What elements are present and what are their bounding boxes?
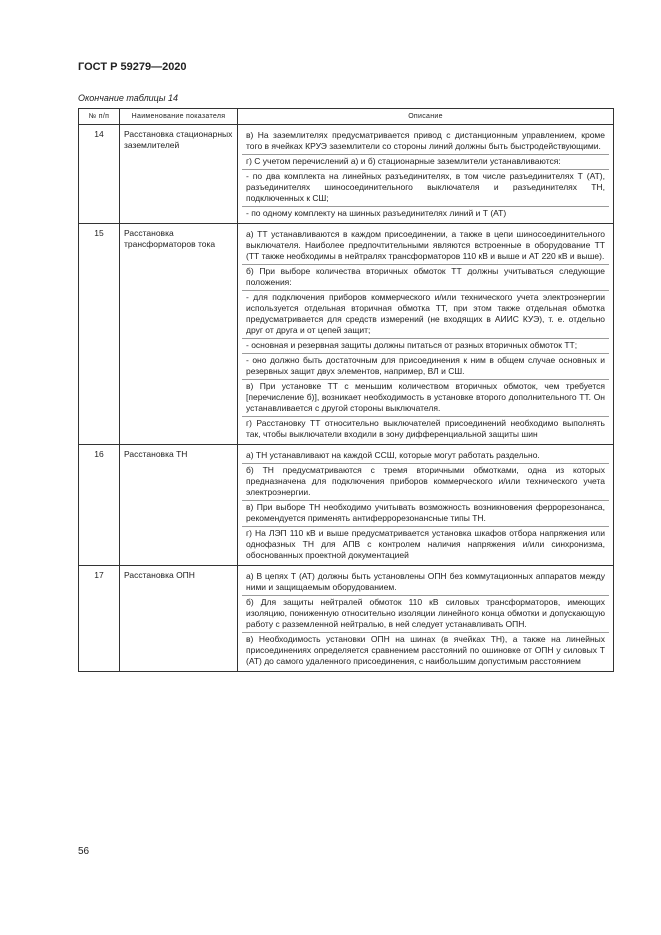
column-header-indicator-name: Наименование показателя (120, 109, 238, 125)
description-paragraph: в) На заземлителях предусматривается привод с дистанционным управлением, кроме того в ячейках КРУЭ заземлители со стороны линий должны быть быстродействующими. (242, 129, 609, 155)
table-header-row (79, 109, 614, 125)
indicator-name: Расстановка трансформаторов тока (120, 224, 238, 445)
table-row (79, 445, 614, 566)
description-paragraph: в) При установке ТТ с меньшим количеством вторичных обмоток, чем требуется [перечисление б)], возникает необходимость в установке второго дополнительного ТТ. Он устанавливается с другой стороны выключателя. (242, 380, 609, 417)
table-row (79, 566, 614, 672)
description-paragraph: б) ТН предусматриваются с тремя вторичными обмотками, одна из которых предназначена для подключения приборов коммерческого и/или технического учета электроэнергии. (242, 464, 609, 501)
description-paragraph: - для подключения приборов коммерческого и/или технического учета электроэнергии используется отдельная вторичная обмотка ТТ, при этом также отдельная обмотка предусматривается для средств измерений (не входящих в АИИС КУЭ), т. е. отдельно друг от друга и от цепей защит; (242, 291, 609, 339)
row-number: 15 (79, 224, 120, 445)
indicator-name: Расстановка стационарных заземлителей (120, 125, 238, 224)
indicator-name: Расстановка ОПН (120, 566, 238, 672)
description-paragraph: - оно должно быть достаточным для присоединения к ним в общем случае основных и резервных защит двух элементов, например, ВЛ и СШ. (242, 354, 609, 380)
row-number: 17 (79, 566, 120, 672)
description-paragraph: б) Для защиты нейтралей обмоток 110 кВ силовых трансформаторов, имеющих изоляцию, пониженную относительно изоляции линейного конца обмотки и допускающую работу с разземленной нейтралью, в ней следует устанавливать ОПН. (242, 596, 609, 633)
row-number: 14 (79, 125, 120, 224)
table-row (79, 224, 614, 445)
description-paragraph: а) В цепях Т (АТ) должны быть установлены ОПН без коммутационных аппаратов между ними и защищаемым оборудованием. (242, 570, 609, 596)
column-header-number: № п/п (79, 109, 120, 125)
page-number: 56 (78, 846, 90, 857)
description-paragraph: б) При выборе количества вторичных обмоток ТТ должны учитываться следующие положения: (242, 265, 609, 291)
description-paragraph: г) С учетом перечислений а) и б) стационарные заземлители устанавливаются: (242, 155, 609, 170)
description-paragraph: - по два комплекта на линейных разъединителях, в том числе разъединителях Т (АТ), разъединителях шиносоединительного выключателя и разъединителях ТН, подключенных к СШ; (242, 170, 609, 207)
requirements-table (78, 108, 614, 672)
description-paragraph: а) ТТ устанавливаются в каждом присоединении, а также в цепи шиносоединительного выключателя. Наиболее предпочтительными являются встроенные в оборудование ТТ (ТТ также необходимы в нейтралях трансформаторов 110 кВ и выше и АТ 220 кВ и выше). (242, 228, 609, 265)
description-cell (238, 445, 614, 566)
description-cell (238, 125, 614, 224)
description-paragraph: в) При выборе ТН необходимо учитывать возможность возникновения феррорезонанса, рекомендуется применять антиферрорезонансные типы ТН. (242, 501, 609, 527)
document-header: ГОСТ Р 59279—2020 (78, 61, 187, 73)
indicator-name: Расстановка ТН (120, 445, 238, 566)
description-paragraph: а) ТН устанавливают на каждой ССШ, которые могут работать раздельно. (242, 449, 609, 464)
description-paragraph: - по одному комплекту на шинных разъединителях линий и Т (АТ) (246, 208, 507, 218)
description-cell (238, 566, 614, 672)
description-paragraph: г) На ЛЭП 110 кВ и выше предусматривается установка шкафов отбора напряжения или однофазных ТН для АПВ с контролем наличия напряжения и/или синхронизма, обоснованных проектной документацией (246, 528, 605, 560)
column-header-description: Описание (238, 109, 614, 125)
description-paragraph: г) Расстановку ТТ относительно выключателей присоединений необходимо выполнять так, чтобы выключатели входили в зону дифференциальной защиты шин (246, 418, 605, 439)
description-paragraph: в) Необходимость установки ОПН на шинах (в ячейках ТН), а также на линейных присоединениях определяется сравнением расстояний по ошиновке от ОПН у силовых Т (АТ) до самого удаленного присоединения, с наибольшим допустимым расстоянием (246, 634, 605, 666)
description-cell (238, 224, 614, 445)
table-row (79, 125, 614, 224)
row-number: 16 (79, 445, 120, 566)
table-caption: Окончание таблицы 14 (78, 93, 178, 103)
description-paragraph: - основная и резервная защиты должны питаться от разных вторичных обмоток ТТ; (242, 339, 609, 354)
